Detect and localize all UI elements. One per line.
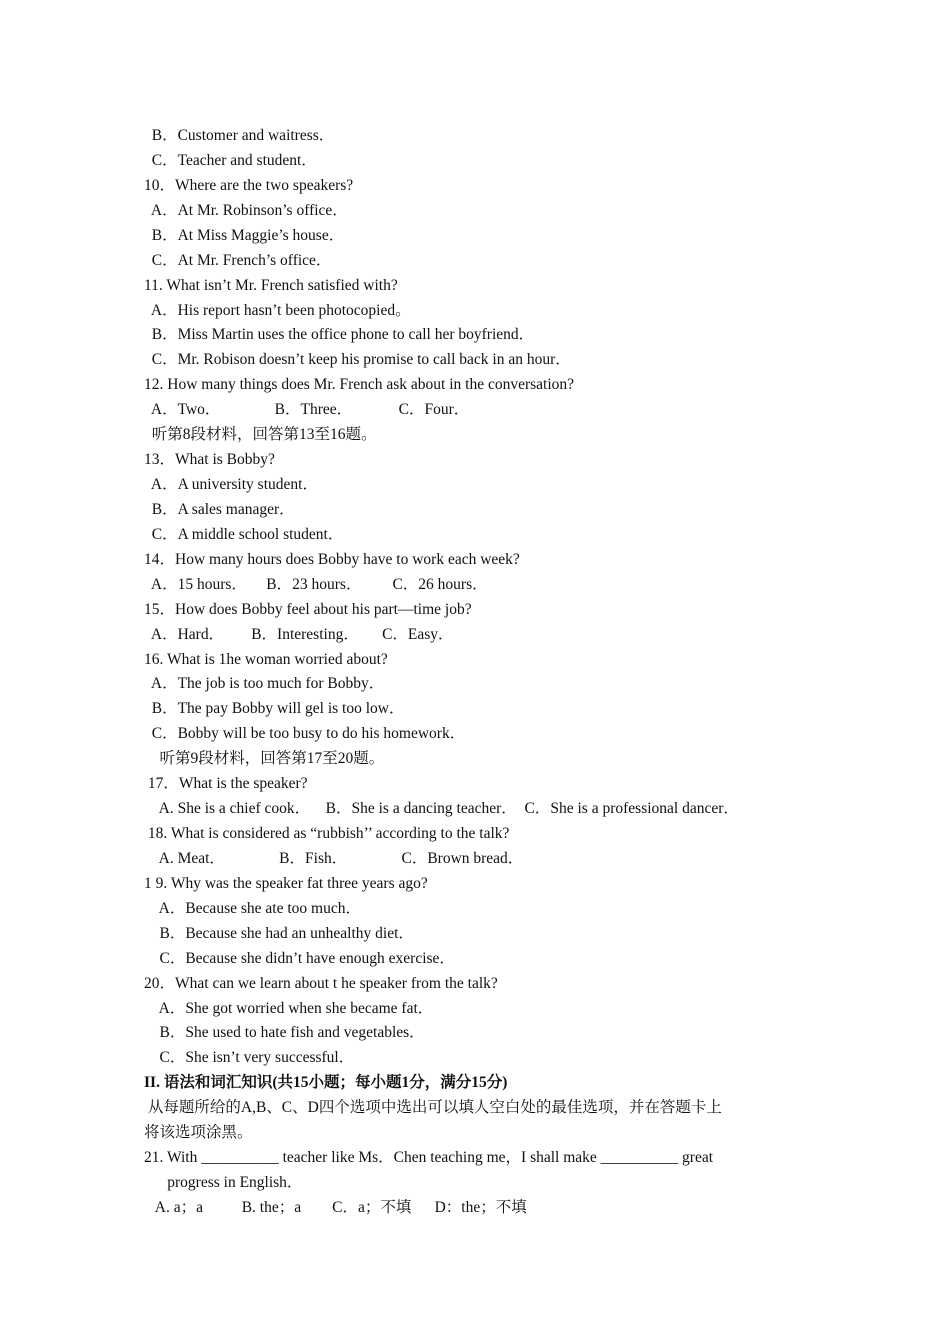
text-line: 10．Where are the two speakers? — [144, 177, 354, 194]
text-line: A．Because she ate too much． — [144, 900, 361, 917]
instruction-line: 从每题所给的A,B、C、D四个选项中选出可以填人空白处的最佳选项，并在答题卡上 — [144, 1099, 722, 1116]
text-line: 听第9段材料，回答第17至20题。 — [144, 750, 385, 767]
text-line: A．She got worried when she became fat． — [144, 1000, 434, 1017]
text-line: A．Two． B．Three． C．Four． — [144, 401, 470, 418]
question-21-line1: 21. With __________ teacher like Ms．Chen teaching me，I shall make __________ great — [144, 1149, 714, 1166]
text-line: A. She is a chief cook． B．She is a dancing teacher． C．She is a professional dancer． — [144, 800, 739, 817]
text-line: A．At Mr. Robinson’s office． — [144, 202, 348, 219]
text-line: C．Bobby will be too busy to do his homework． — [144, 725, 466, 742]
section-title: II. 语法和词汇知识(共15小题；每小题1分，满分15分) — [144, 1074, 508, 1091]
text-line: 12. How many things does Mr. French ask about in the conversation? — [144, 376, 575, 393]
text-line: 18. What is considered as “rubbish’’ according to the talk? — [144, 825, 510, 842]
text-line: 1 9. Why was the speaker fat three years ago? — [144, 875, 428, 892]
text-line: 16. What is 1he woman worried about? — [144, 651, 388, 668]
text-line: 15．How does Bobby feel about his part—time job? — [144, 601, 472, 618]
text-line: B．A sales manager． — [144, 501, 295, 518]
text-line: B．Because she had an unhealthy diet． — [144, 925, 414, 942]
text-line: C．Teacher and student． — [144, 152, 317, 169]
text-line: B．She used to hate fish and vegetables． — [144, 1024, 425, 1041]
text-line: 20．What can we learn about t he speaker from the talk? — [144, 975, 498, 992]
text-line: C．At Mr. French’s office． — [144, 252, 332, 269]
text-line: A．His report hasn’t been photocopied。 — [144, 302, 411, 319]
text-line: A．15 hours． B．23 hours． C．26 hours． — [144, 576, 488, 593]
question-21-options: A. a；a B. the；a C．a；不填 D：the；不填 — [144, 1199, 527, 1216]
text-line: 11. What isn’t Mr. French satisfied with? — [144, 277, 398, 294]
question-21-line2: progress in English． — [144, 1174, 303, 1191]
text-line: B．At Miss Maggie’s house． — [144, 227, 345, 244]
text-line: A．Hard． B．Interesting． C．Easy． — [144, 626, 454, 643]
text-line: C．Because she didn’t have enough exercise． — [144, 950, 455, 967]
instruction-line: 将该选项涂黑。 — [144, 1124, 253, 1141]
text-line: A．A university student． — [144, 476, 318, 493]
text-line: 13．What is Bobby? — [144, 451, 275, 468]
text-line: B．Miss Martin uses the office phone to call her boyfriend． — [144, 326, 535, 343]
text-line: C．She isn’t very successful． — [144, 1049, 355, 1066]
text-line: 17．What is the speaker? — [144, 775, 308, 792]
text-line: 14．How many hours does Bobby have to work each week? — [144, 551, 520, 568]
text-line: B．The pay Bobby will gel is too low． — [144, 700, 405, 717]
text-line: 听第8段材料，回答第13至16题。 — [144, 426, 377, 443]
text-line: A. Meat． B．Fish． C．Brown bread． — [144, 850, 524, 867]
text-line: B．Customer and waitress． — [144, 127, 335, 144]
text-line: C．Mr. Robison doesn’t keep his promise to call back in an hour． — [144, 351, 571, 368]
text-line: A．The job is too much for Bobby． — [144, 675, 385, 692]
text-line: C．A middle school student． — [144, 526, 344, 543]
